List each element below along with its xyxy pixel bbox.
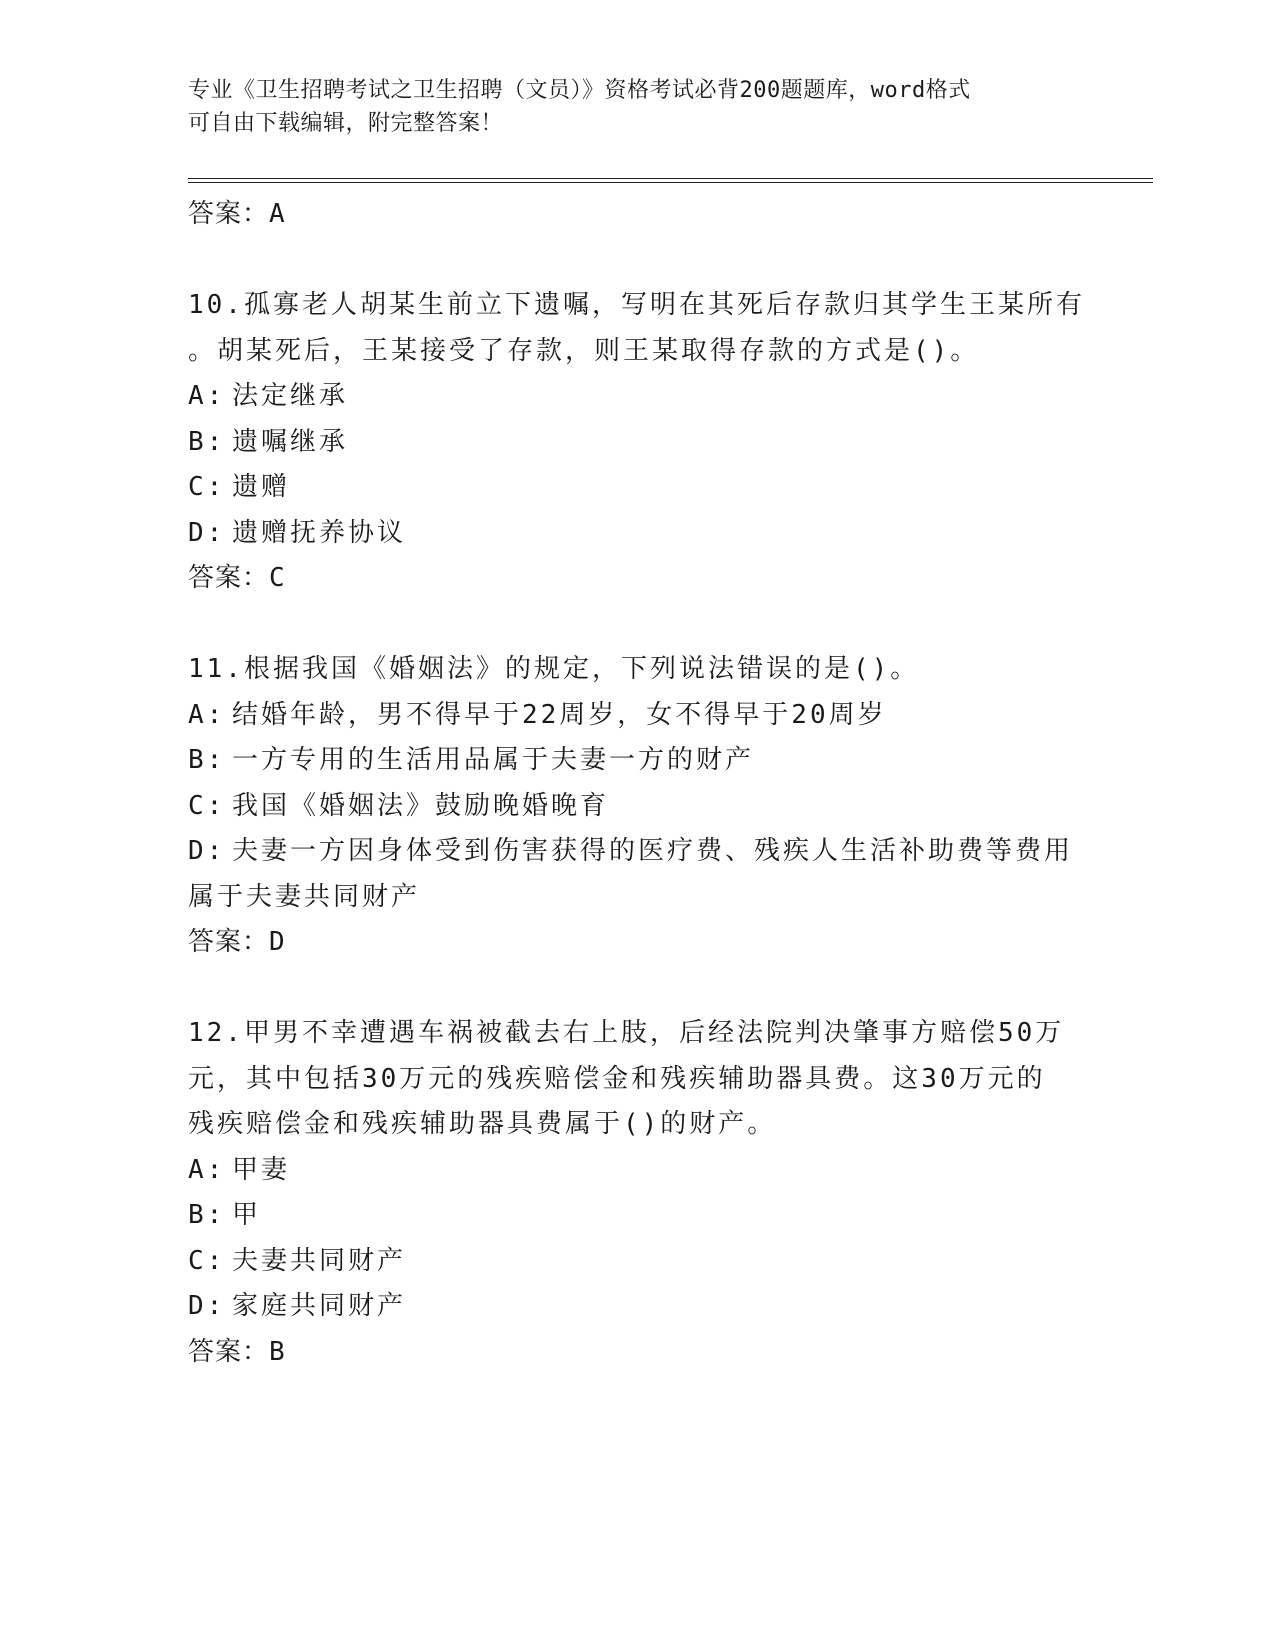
question-12 xyxy=(188,1011,1088,1375)
option-letter: D: xyxy=(188,1291,226,1321)
option-b xyxy=(188,738,1088,784)
question-text: 。胡某死后，王某接受了存款，则王某取得存款的方式是()。 xyxy=(188,335,980,366)
option-letter: A: xyxy=(188,1154,226,1185)
option-letter: B: xyxy=(188,1200,226,1230)
option-text: 甲妻 xyxy=(232,1154,291,1185)
question-text: 元，其中包括30万元的残疾赔偿金和残疾辅助器具费。这30万元的 xyxy=(188,1063,1046,1094)
option-text: 夫妻共同财产 xyxy=(232,1245,407,1276)
option-b xyxy=(188,1193,1088,1239)
question-10 xyxy=(188,283,1088,601)
option-letter: D: xyxy=(188,517,226,548)
option-a xyxy=(188,693,1088,739)
document-body xyxy=(188,192,1088,1375)
question-text: 残疾赔偿金和残疾辅助器具费属于()的财产。 xyxy=(188,1109,777,1139)
option-d xyxy=(188,511,1088,557)
question-text: 11.根据我国《婚姻法》的规定，下列说法错误的是()。 xyxy=(188,654,920,684)
header-line-1: 专业《卫生招聘考试之卫生招聘（文员）》资格考试必背200题题库，word格式 xyxy=(188,78,971,103)
header-line-2: 可自由下载编辑，附完整答案！ xyxy=(188,111,504,136)
option-a xyxy=(188,1148,1088,1194)
option-text: 家庭共同财产 xyxy=(232,1291,407,1321)
option-letter: C: xyxy=(188,472,226,502)
option-letter: C: xyxy=(188,1245,226,1276)
option-text: 遗嘱继承 xyxy=(232,426,349,457)
option-letter: B: xyxy=(188,745,226,775)
answer-line: 答案：C xyxy=(188,563,286,593)
option-text: 甲 xyxy=(232,1200,262,1230)
option-c xyxy=(188,784,1088,830)
option-a xyxy=(188,374,1088,420)
option-text: 一方专用的生活用品属于夫妻一方的财产 xyxy=(232,745,755,775)
option-c xyxy=(188,465,1088,511)
option-d xyxy=(188,829,1088,875)
option-d-continuation: 属于夫妻共同财产 xyxy=(188,881,421,912)
option-letter: C: xyxy=(188,790,226,821)
option-text: 我国《婚姻法》鼓励晚婚晚育 xyxy=(232,790,610,821)
option-c xyxy=(188,1239,1088,1285)
question-text: 12.甲男不幸遭遇车祸被截去右上肢，后经法院判决肇事方赔偿50万 xyxy=(188,1018,1065,1048)
option-text: 遗赠 xyxy=(232,472,291,502)
option-letter: D: xyxy=(188,836,226,866)
option-d xyxy=(188,1284,1088,1330)
document-header xyxy=(188,74,1088,140)
option-letter: A: xyxy=(188,699,226,730)
option-text: 法定继承 xyxy=(232,381,349,411)
question-text: 10.孤寡老人胡某生前立下遗嘱，写明在其死后存款归其学生王某所有 xyxy=(188,290,1085,320)
answer-line: 答案：B xyxy=(188,1336,286,1367)
answer-line: 答案：D xyxy=(188,927,286,957)
header-divider xyxy=(188,178,1153,183)
option-letter: B: xyxy=(188,426,226,457)
option-text: 夫妻一方因身体受到伤害获得的医疗费、残疾人生活补助费等费用 xyxy=(232,836,1074,866)
option-text: 结婚年龄，男不得早于22周岁，女不得早于20周岁 xyxy=(232,699,887,730)
option-b xyxy=(188,420,1088,466)
question-11 xyxy=(188,647,1088,965)
answer-line: 答案：A xyxy=(188,199,286,229)
option-letter: A: xyxy=(188,381,226,411)
option-text: 遗赠抚养协议 xyxy=(232,517,407,548)
